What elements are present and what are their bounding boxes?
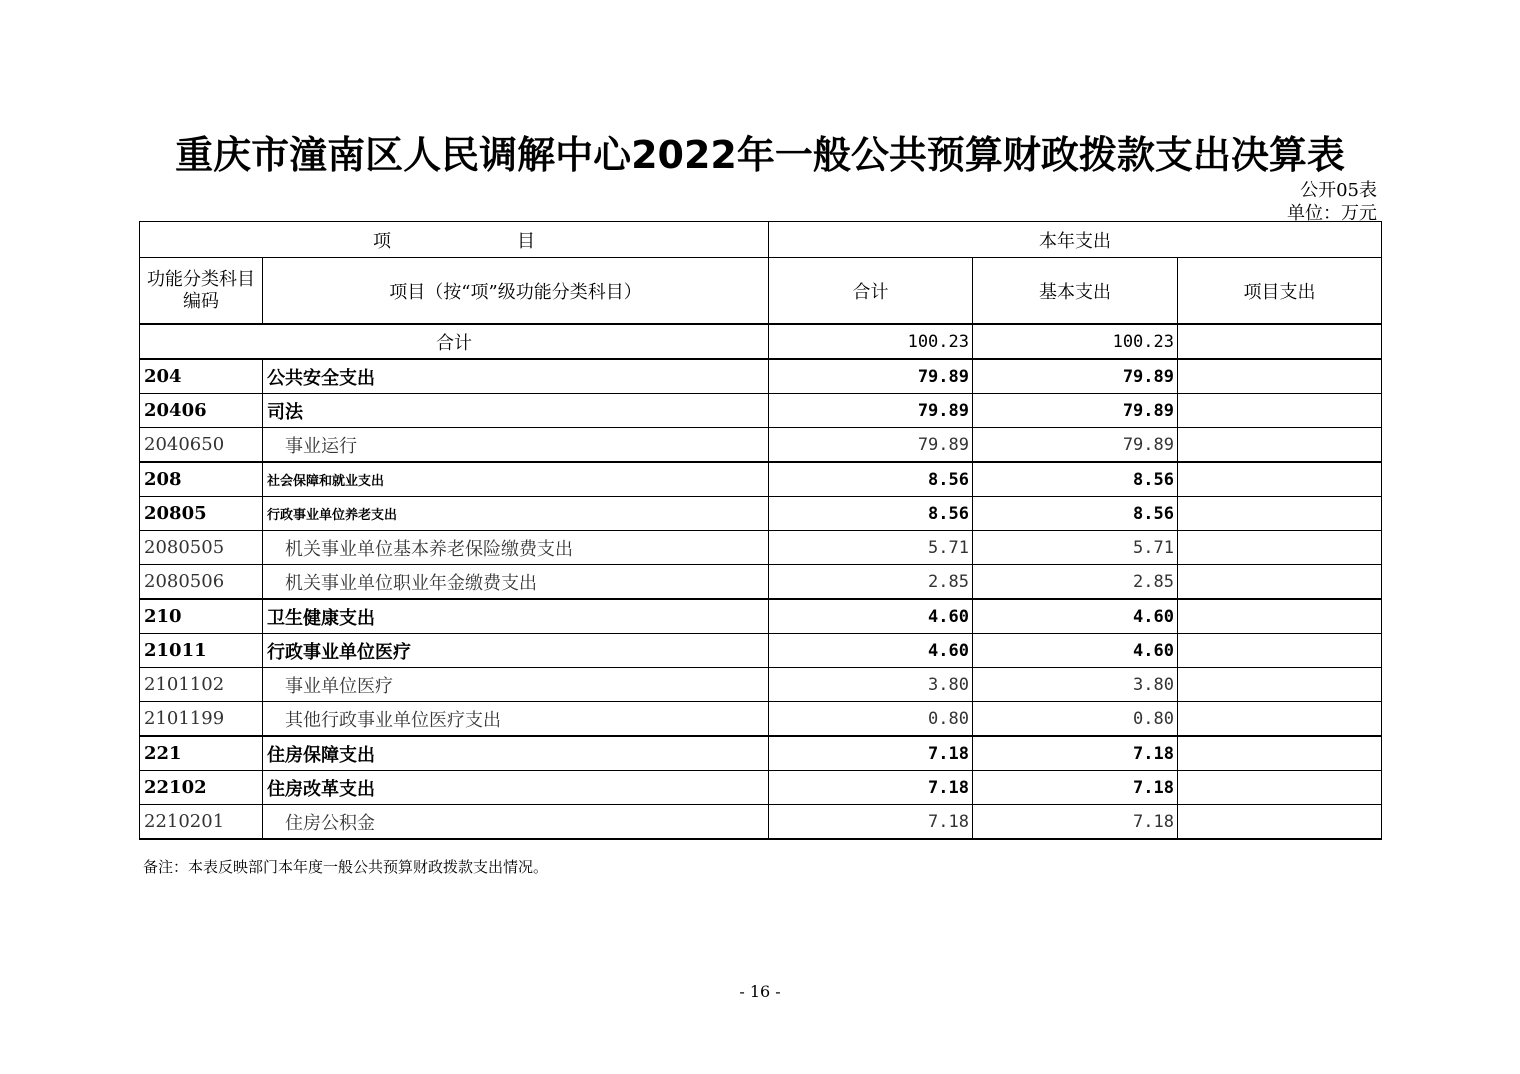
table-row: [140, 462, 1382, 497]
row-total: 3.80: [769, 668, 973, 702]
page-number: - 16 -: [739, 982, 781, 1001]
row-project-expense: [1178, 531, 1382, 565]
row-name: 事业单位医疗: [263, 668, 769, 702]
table-row: [140, 736, 1382, 771]
row-code: 2210201: [140, 805, 263, 840]
row-code: 21011: [140, 634, 263, 668]
row-total: 79.89: [769, 428, 973, 463]
total-label: 合计: [140, 324, 769, 359]
row-basic: 0.80: [973, 702, 1178, 737]
row-code: 20406: [140, 394, 263, 428]
row-code: 2101199: [140, 702, 263, 737]
row-code: 2101102: [140, 668, 263, 702]
row-total: 0.80: [769, 702, 973, 737]
row-project-expense: [1178, 736, 1382, 771]
form-number: 公开05表: [1300, 180, 1377, 201]
row-total: 2.85: [769, 565, 973, 600]
row-basic: 7.18: [973, 736, 1178, 771]
row-code: 20805: [140, 497, 263, 531]
row-name: 行政事业单位医疗: [263, 634, 769, 668]
table-row: [140, 565, 1382, 600]
header-project-name: 项目（按“项”级功能分类科目）: [263, 258, 769, 325]
row-project-expense: [1178, 702, 1382, 737]
row-code: 210: [140, 599, 263, 634]
row-code: 22102: [140, 771, 263, 805]
row-basic: 79.89: [973, 428, 1178, 463]
table-row: [140, 668, 1382, 702]
header-project-expense: 项目支出: [1178, 258, 1382, 325]
header-total: 合计: [769, 258, 973, 325]
row-basic: 79.89: [973, 359, 1178, 394]
row-total: 4.60: [769, 634, 973, 668]
row-project-expense: [1178, 771, 1382, 805]
row-code: 204: [140, 359, 263, 394]
document-title: 重庆市潼南区人民调解中心2022年一般公共预算财政拨款支出决算表: [175, 133, 1345, 177]
row-basic: 5.71: [973, 531, 1178, 565]
row-total: 7.18: [769, 736, 973, 771]
row-name: 住房改革支出: [263, 771, 769, 805]
row-code: 2080505: [140, 531, 263, 565]
row-code: 2080506: [140, 565, 263, 600]
table-row: [140, 634, 1382, 668]
table-row: [140, 428, 1382, 463]
header-basic: 基本支出: [973, 258, 1178, 325]
table-row: [140, 497, 1382, 531]
header-row-2: [140, 258, 1382, 325]
table-row: [140, 702, 1382, 737]
row-project-expense: [1178, 565, 1382, 600]
row-basic: 3.80: [973, 668, 1178, 702]
row-basic: 79.89: [973, 394, 1178, 428]
row-name: 公共安全支出: [263, 359, 769, 394]
table-row: [140, 394, 1382, 428]
table-row: [140, 531, 1382, 565]
row-total: 79.89: [769, 359, 973, 394]
header-row-1: [140, 222, 1382, 258]
row-project-expense: [1178, 462, 1382, 497]
row-name: 住房公积金: [263, 805, 769, 840]
row-code: 2040650: [140, 428, 263, 463]
row-project-expense: [1178, 394, 1382, 428]
unit-label: 单位：万元: [1287, 203, 1377, 224]
row-name: 其他行政事业单位医疗支出: [263, 702, 769, 737]
row-total: 79.89: [769, 394, 973, 428]
row-total: 4.60: [769, 599, 973, 634]
footnote: 备注：本表反映部门本年度一般公共预算财政拨款支出情况。: [143, 858, 549, 876]
row-name: 住房保障支出: [263, 736, 769, 771]
row-basic: 4.60: [973, 599, 1178, 634]
row-project-expense: [1178, 805, 1382, 840]
row-basic: 4.60: [973, 634, 1178, 668]
row-basic: 8.56: [973, 497, 1178, 531]
total-basic: 100.23: [973, 324, 1178, 359]
row-code: 221: [140, 736, 263, 771]
row-total: 7.18: [769, 805, 973, 840]
row-basic: 2.85: [973, 565, 1178, 600]
row-total: 8.56: [769, 497, 973, 531]
row-total: 8.56: [769, 462, 973, 497]
row-project-expense: [1178, 359, 1382, 394]
row-total: 7.18: [769, 771, 973, 805]
row-name: 卫生健康支出: [263, 599, 769, 634]
header-current-year-expense: 本年支出: [769, 222, 1382, 258]
table-row: [140, 771, 1382, 805]
row-project-expense: [1178, 634, 1382, 668]
row-project-expense: [1178, 668, 1382, 702]
row-name: 社会保障和就业支出: [263, 462, 769, 497]
total-project-expense: [1178, 324, 1382, 359]
total-row: [140, 324, 1382, 359]
row-name: 事业运行: [263, 428, 769, 463]
row-name: 机关事业单位基本养老保险缴费支出: [263, 531, 769, 565]
row-name: 机关事业单位职业年金缴费支出: [263, 565, 769, 600]
budget-table: [139, 221, 1382, 840]
header-project: 项 目: [140, 222, 769, 258]
row-code: 208: [140, 462, 263, 497]
row-basic: 7.18: [973, 771, 1178, 805]
table-row: [140, 805, 1382, 840]
row-project-expense: [1178, 497, 1382, 531]
row-total: 5.71: [769, 531, 973, 565]
header-code: 功能分类科目编码: [140, 258, 263, 325]
row-basic: 8.56: [973, 462, 1178, 497]
row-project-expense: [1178, 599, 1382, 634]
row-name: 司法: [263, 394, 769, 428]
table-row: [140, 359, 1382, 394]
table-row: [140, 599, 1382, 634]
total-total: 100.23: [769, 324, 973, 359]
row-project-expense: [1178, 428, 1382, 463]
row-name: 行政事业单位养老支出: [263, 497, 769, 531]
row-basic: 7.18: [973, 805, 1178, 840]
